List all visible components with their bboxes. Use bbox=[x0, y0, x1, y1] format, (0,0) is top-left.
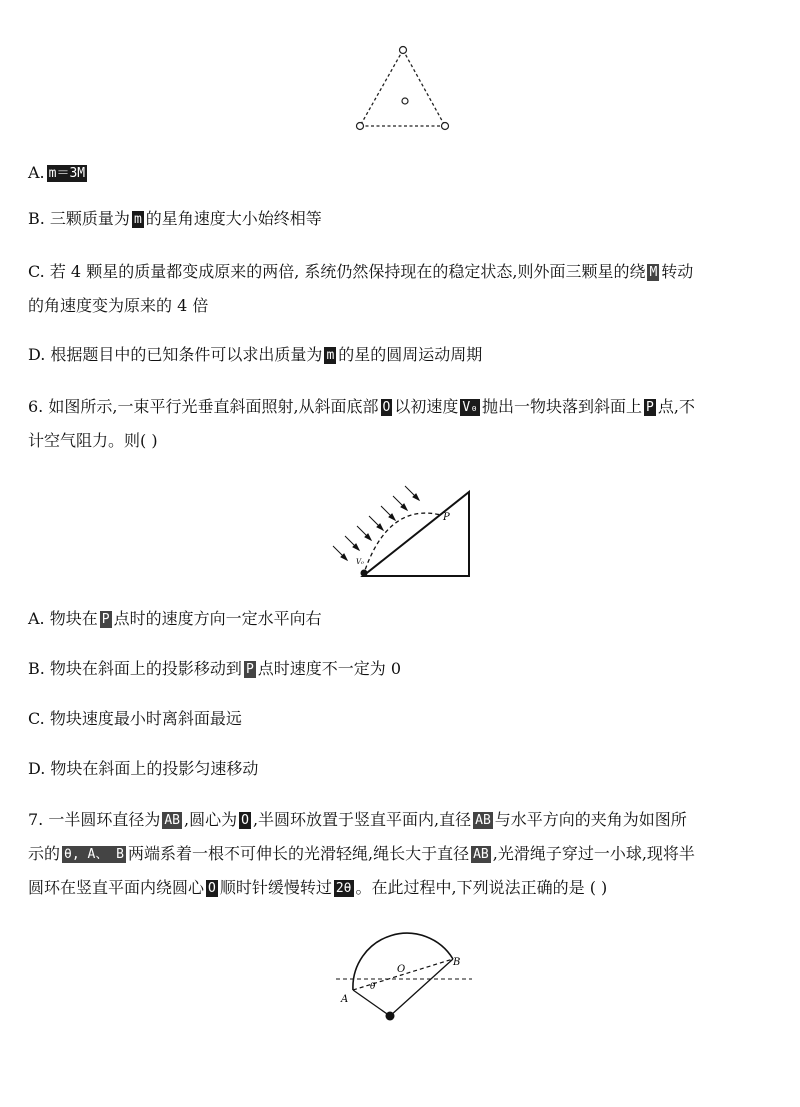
four-star-triangle-figure bbox=[340, 36, 460, 136]
symbol-ab: AB bbox=[473, 847, 489, 862]
symbol-big-m: M bbox=[649, 265, 658, 280]
q7-stem-text: 顺时针缓慢转过 bbox=[219, 878, 332, 897]
label-p: P bbox=[443, 512, 450, 523]
q7-stem-line2 bbox=[28, 844, 695, 864]
symbol-p: P bbox=[245, 662, 254, 677]
q7-stem-text: 示的 bbox=[28, 844, 61, 863]
symbol-ab: AB bbox=[164, 813, 181, 828]
symbol-o: O bbox=[241, 813, 249, 828]
star-center bbox=[402, 98, 408, 104]
option-b-text-start: B. 三颗质量为 bbox=[28, 209, 130, 228]
option-d-text-start: D. 根据题目中的已知条件可以求出质量为 bbox=[28, 345, 323, 364]
light-rays bbox=[333, 486, 419, 560]
star-left bbox=[357, 123, 364, 130]
q7-stem-text: 两端系着一根不可伸长的光滑轻绳,绳长大于直径 bbox=[127, 844, 470, 863]
q7-stem-text: 与水平方向的夹角为如图所 bbox=[494, 810, 687, 829]
q5-option-c-line2 bbox=[28, 296, 208, 316]
incline-projectile-figure bbox=[325, 472, 485, 584]
q6-stem-text: 6. 如图所示,一束平行光垂直斜面照射,从斜面底部 bbox=[28, 397, 379, 416]
option-c-text-end: 转动 bbox=[661, 262, 694, 281]
option-b-text-start: B. 物块在斜面上的投影移动到 bbox=[28, 659, 242, 678]
q6-option-d bbox=[28, 759, 258, 779]
symbol-2theta: 2θ bbox=[335, 881, 352, 896]
q7-stem-text: 。在此过程中,下列说法正确的是 ( ) bbox=[355, 878, 608, 897]
star-top bbox=[400, 47, 407, 54]
block bbox=[361, 570, 368, 577]
option-b-text-end: 的星角速度大小始终相等 bbox=[145, 209, 322, 228]
semicircle-ring bbox=[353, 933, 453, 990]
symbol-o: O bbox=[208, 881, 216, 896]
q5-option-c-line1 bbox=[28, 262, 693, 282]
q7-stem-text: 7. 一半圆环直径为 bbox=[28, 810, 161, 829]
formula-m-equals-3m: m＝3M bbox=[48, 166, 86, 181]
q6-option-c bbox=[28, 709, 242, 729]
q7-stem-line3 bbox=[28, 878, 607, 898]
q6-stem-text: 以初速度 bbox=[394, 397, 459, 416]
star-right bbox=[442, 123, 449, 130]
q5-option-d bbox=[28, 345, 482, 365]
q7-stem-text: 圆环在竖直平面内绕圆心 bbox=[28, 878, 205, 897]
q7-stem-text: ,半圆环放置于竖直平面内,直径 bbox=[252, 810, 472, 829]
option-a-text-start: A. 物块在 bbox=[28, 609, 98, 628]
semicircle-ring-figure bbox=[330, 918, 480, 1028]
rope-left bbox=[353, 990, 390, 1016]
option-c-text-start: C. 若 4 颗星的质量都变成原来的两倍, 系统仍然保持现在的稳定状态,则外面三颗星的绕 bbox=[28, 262, 646, 281]
q6-stem-line1 bbox=[28, 397, 695, 417]
option-c-line2-text: 的角速度变为原来的 4 倍 bbox=[28, 296, 209, 315]
q5-option-a bbox=[28, 163, 89, 183]
ball bbox=[386, 1012, 395, 1021]
label-theta: θ bbox=[370, 982, 376, 992]
option-a-label: A. bbox=[28, 163, 45, 182]
q6-stem-line2 bbox=[28, 431, 158, 451]
symbol-m: m bbox=[133, 212, 142, 227]
q7-stem-line1 bbox=[28, 810, 687, 830]
symbol-v0: V₀ bbox=[462, 400, 479, 415]
symbol-p: P bbox=[101, 612, 110, 627]
symbol-theta-a-b: θ, A、 B bbox=[64, 847, 124, 862]
q6-option-b bbox=[28, 659, 401, 679]
label-b: B bbox=[453, 957, 461, 968]
q7-stem-text: ,圆心为 bbox=[184, 810, 238, 829]
option-d-text-end: 的星的圆周运动周期 bbox=[338, 345, 483, 364]
incline-triangle bbox=[363, 492, 469, 576]
q6-stem-text: 点,不 bbox=[657, 397, 695, 416]
q7-stem-text: ,光滑绳子穿过一小球,现将半 bbox=[492, 844, 695, 863]
option-c-text: C. 物块速度最小时离斜面最远 bbox=[28, 709, 242, 728]
q6-stem-text: 计空气阻力。则( ) bbox=[28, 431, 158, 450]
label-a: A bbox=[341, 994, 349, 1005]
option-b-text-end: 点时速度不一定为 0 bbox=[257, 659, 402, 678]
label-v0: V₀ bbox=[356, 558, 364, 566]
label-o: O bbox=[397, 964, 406, 975]
option-d-text: D. 物块在斜面上的投影匀速移动 bbox=[28, 759, 259, 778]
q6-stem-text: 抛出一物块落到斜面上 bbox=[482, 397, 643, 416]
q6-option-a bbox=[28, 609, 322, 629]
symbol-m: m bbox=[326, 348, 335, 363]
symbol-o: O bbox=[382, 400, 391, 415]
q5-option-b bbox=[28, 209, 322, 229]
option-a-text-end: 点时的速度方向一定水平向右 bbox=[113, 609, 322, 628]
symbol-p: P bbox=[646, 400, 654, 415]
symbol-ab: AB bbox=[475, 813, 491, 828]
